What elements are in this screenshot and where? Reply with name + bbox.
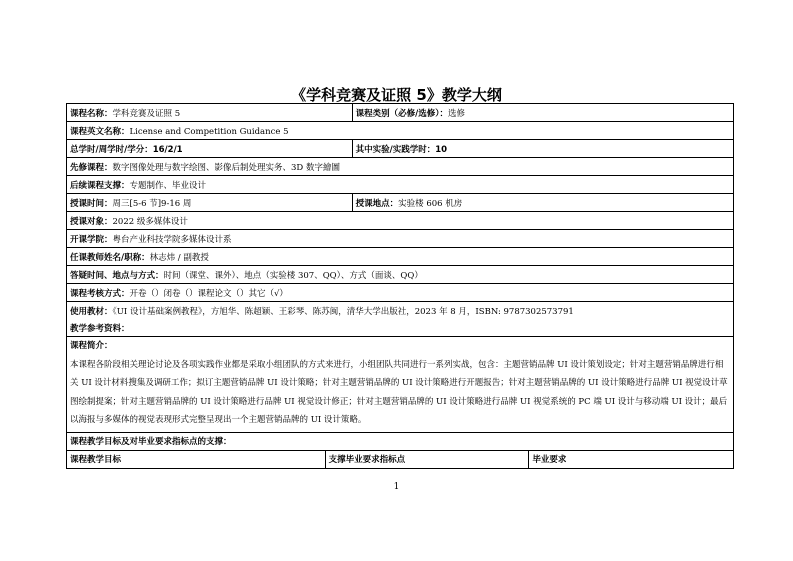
requirement-col-header: 毕业要求 xyxy=(529,450,734,468)
class-time-cell: 授课时间：周三[5-6 节]9-16 周 xyxy=(67,194,353,212)
course-name-cell: 课程名称：学科竞赛及证照 5 xyxy=(67,104,353,122)
follow-up-cell: 后续课程支撑：专题制作、毕业设计 xyxy=(67,176,734,194)
target-cell: 授课对象：2022 级多媒体设计 xyxy=(67,212,734,230)
college-cell: 开课学院：粤台产业科技学院多媒体设计系 xyxy=(67,230,734,248)
course-type-cell: 课程类别（必修/选修）：选修 xyxy=(352,104,733,122)
indicator-col-header: 支撑毕业要求指标点 xyxy=(325,450,529,468)
english-name-cell: 课程英文名称：License and Competition Guidance 5 xyxy=(67,122,734,140)
class-place-cell: 授课地点：实验楼 606 机房 xyxy=(352,194,733,212)
document-title: 《学科竞赛及证照 5》教学大纲 xyxy=(291,86,502,104)
goals-col-header: 课程教学目标 xyxy=(67,450,326,468)
textbook-cell: 使用教材：《UI 设计基础案例教程》，方旭华、陈超颖、王彩琴、陈苏闽，清华大学出版社，2023 年 8 月，ISBN: 9787302573791 xyxy=(67,302,734,320)
prerequisite-cell: 先修课程：数字图像处理与数字绘图、影像后制处理实务、3D 数字繪圖 xyxy=(67,158,734,176)
hours-cell: 总学时/周学时/学分：16/2/1 xyxy=(67,140,353,158)
page-number: 1 xyxy=(393,482,400,492)
syllabus-table xyxy=(66,103,734,469)
exam-cell: 课程考核方式：开卷（）闭卷（）课程论文（）其它（√） xyxy=(67,284,734,302)
qa-cell: 答疑时间、地点与方式：时间（课堂、课外）、地点（实验楼 307、QQ）、方式（面谈、QQ） xyxy=(67,266,734,284)
reference-cell: 教学参考资料： xyxy=(67,319,734,337)
lab-hours-cell: 其中实验/实践学时：10 xyxy=(352,140,733,158)
teacher-cell: 任课教师姓名/职称：林志炜 / 副教授 xyxy=(67,248,734,266)
course-name-row xyxy=(67,104,734,122)
goals-header-cell: 课程教学目标及对毕业要求指标点的支撑： xyxy=(67,432,734,450)
intro-cell: 课程简介： 本课程各阶段相关理论讨论及各项实践作业都是采取小组团队的方式来进行，小组团队共同进行一系列实战，包含：主题营销品牌 UI 设计策划设定；针对主题营销品牌进行相关 UI 设计材料搜集及调研工作；拟订主题营销品牌 UI 设计策略；针对主题营销品牌的 UI 设计策略进行开题报告；针对主题营销品牌的 UI 设计策略进行品牌 UI 视觉设计草图绘制提案；针对主题营销品牌的 UI 设计策略进行品牌 UI 视觉设计修正；针对主题营销品牌的 UI 设计策略进行品牌 UI 视觉系统的 PC 端 UI 设计与移动端 UI 设计；最后以海报与多媒体的视觉表现形式完整呈现出一个主题营销品牌的 UI 设计策略。 xyxy=(67,337,734,433)
